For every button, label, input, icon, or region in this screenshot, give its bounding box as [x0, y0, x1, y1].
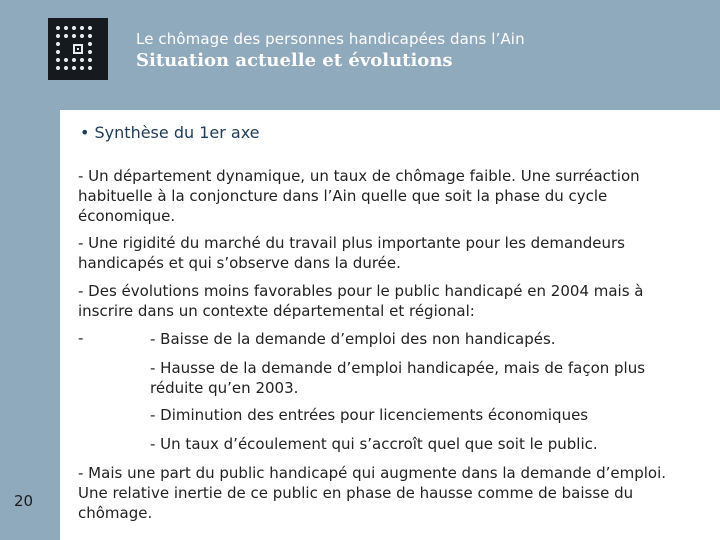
slide-subtitle: Le chômage des personnes handicapées dans l’Ain: [136, 30, 525, 48]
logo-dot-grid-icon: [56, 26, 100, 72]
sub-list-dash: -: [78, 329, 84, 347]
paragraph: - Des évolutions moins favorables pour le public handicapé en 2004 mais à inscrire dans un contexte départemental et régional:: [78, 282, 644, 320]
page-number: 20: [14, 492, 34, 510]
slide-title: Situation actuelle et évolutions: [136, 50, 453, 71]
section-heading: • Synthèse du 1er axe: [80, 123, 260, 142]
paragraph: - Un département dynamique, un taux de chômage faible. Une surréaction habituelle à la conjoncture dans l’Ain quelle que soit la phase du cycle économique.: [78, 167, 640, 225]
sub-list-item: - Un taux d’écoulement qui s’accroît quel que soit le public.: [150, 435, 598, 453]
paragraph: - Une rigidité du marché du travail plus importante pour les demandeurs handicapés et qui s’observe dans la durée.: [78, 234, 625, 272]
closing-paragraph: - Mais une part du public handicapé qui augmente dans la demande d’emploi. Une relative inertie de ce public en phase de hausse comme de baisse du chômage.: [78, 464, 667, 522]
sub-list-item: - Baisse de la demande d’emploi des non handicapés.: [150, 330, 556, 348]
logo: [48, 18, 108, 80]
sub-list-item: - Hausse de la demande d’emploi handicapée, mais de façon plus réduite qu’en 2003.: [150, 359, 646, 397]
sub-list-item: - Diminution des entrées pour licenciements économiques: [150, 406, 589, 424]
